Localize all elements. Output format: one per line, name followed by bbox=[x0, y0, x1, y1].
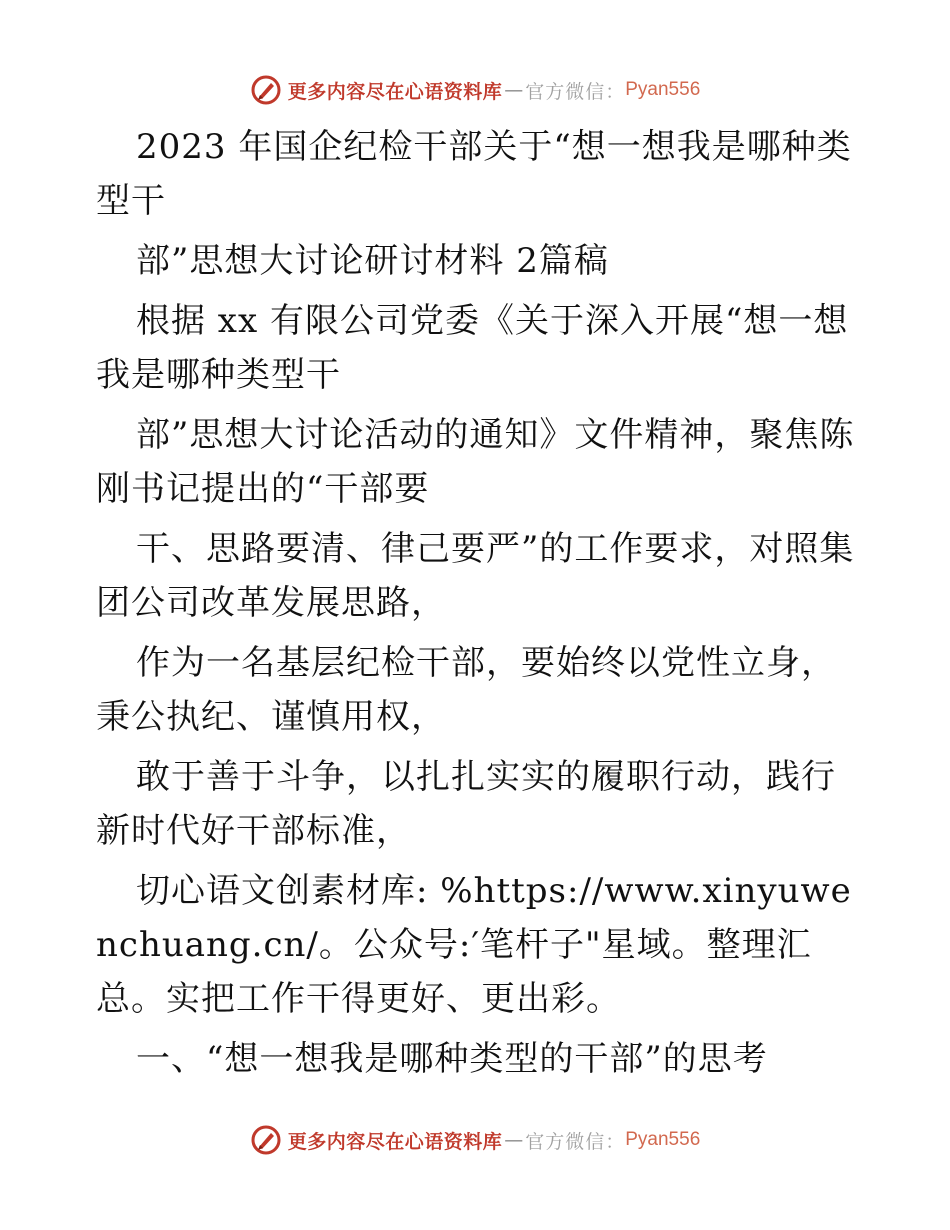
banner-wechat-label: 官方微信： bbox=[525, 1130, 626, 1153]
footer-watermark-banner bbox=[0, 1120, 950, 1160]
paragraph: 根据 xx 有限公司党委《关于深入开展“想一想我是哪种类型干 bbox=[96, 301, 849, 395]
paragraph: 敢于善于斗争，以扎扎实实的履职行动，践行新时代好干部标准， bbox=[96, 757, 836, 851]
paragraph: 干、思路要清、律己要严”的工作要求，对照集团公司改革发展思路， bbox=[96, 529, 855, 623]
banner-dash: — bbox=[504, 1129, 524, 1151]
paragraph: 部”思想大讨论活动的通知》文件精神，聚焦陈刚书记提出的“干部要 bbox=[96, 415, 855, 509]
banner-wechat-id: Pyan556 bbox=[625, 1129, 701, 1150]
banner-site-name: 更多内容尽在心语资料库 bbox=[287, 1130, 503, 1153]
banner-dash: — bbox=[504, 79, 524, 101]
document-title-line-1: 2023 年国企纪检干部关于“想一想我是哪种类型干 bbox=[96, 127, 852, 221]
paragraph: 切心语文创素材库: %https://www.xinyuwenchuang.cn/。公众号:′笔杆子"星域。整理汇总。实把工作干得更好、更出彩。 bbox=[96, 871, 852, 1019]
header-watermark-banner bbox=[0, 70, 950, 110]
document-body bbox=[96, 120, 856, 1092]
pen-logo-icon bbox=[250, 74, 282, 106]
document-title-line-2: 部”思想大讨论研讨材料 2篇稿 bbox=[136, 241, 609, 281]
paragraph: 作为一名基层纪检干部，要始终以党性立身，秉公执纪、谨慎用权， bbox=[96, 643, 836, 737]
pen-logo-icon bbox=[250, 1124, 282, 1156]
banner-site-name: 更多内容尽在心语资料库 bbox=[287, 80, 503, 103]
section-heading: 一、“想一想我是哪种类型的干部”的思考 bbox=[136, 1039, 768, 1079]
banner-wechat-label: 官方微信： bbox=[525, 80, 626, 103]
banner-wechat-id: Pyan556 bbox=[625, 79, 701, 100]
